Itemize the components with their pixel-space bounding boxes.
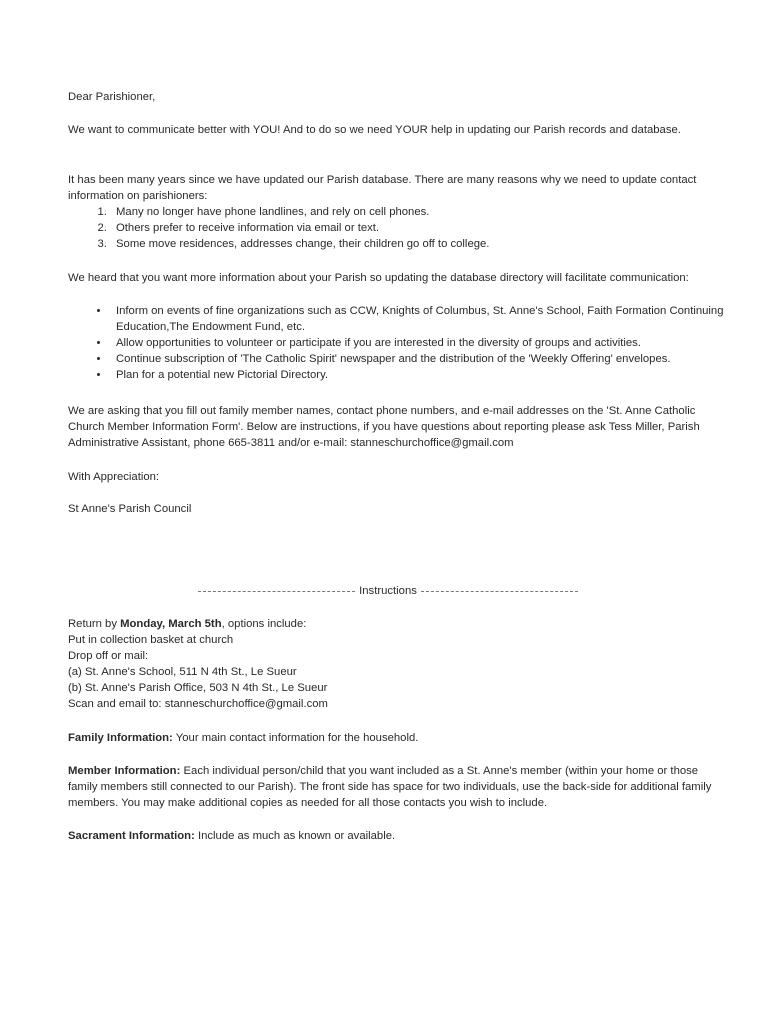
sacrament-label: Sacrament Information: <box>68 830 195 842</box>
member-label: Member Information: <box>68 765 181 777</box>
option-item: Drop off or mail: <box>68 650 149 662</box>
benefits-paragraph: We heard that you want more information about your Parish so updating the database directory will facilitate communication: <box>68 272 689 284</box>
family-info: Family Information: Your main contact information for the household. <box>68 732 419 744</box>
family-label: Family Information: <box>68 732 173 744</box>
list-item: • Plan for a potential new Pictorial Directory. <box>110 367 760 383</box>
option-item: Scan and email to: stanneschurchoffice@gmail.com <box>68 698 328 710</box>
reasons-list <box>68 204 750 252</box>
intro-paragraph: We want to communicate better with YOU! And to do so we need YOUR help in updating our Parish records and database. <box>68 124 681 136</box>
request-paragraph: We are asking that you fill out family member names, contact phone numbers, and e-mail addresses on the 'St. Anne Catholic Church Member Information Form'. Below are instructions, if you have questions about reporting please ask Tess Miller, Parish Administrative Assistant, phone 665-3811 and/or e-mail: stanneschurchoffice@gmail.com <box>68 405 700 449</box>
list-item: 1. Many no longer have phone landlines, and rely on cell phones. <box>110 204 750 220</box>
option-item: (b) St. Anne's Parish Office, 503 N 4th St., Le Sueur <box>68 682 328 694</box>
instructions-divider <box>198 583 578 599</box>
option-item: (a) St. Anne's School, 511 N 4th St., Le Sueur <box>68 666 297 678</box>
list-item: • Inform on events of fine organizations such as CCW, Knights of Columbus, St. Anne's School, Faith Formation Continuing Education,The Endowment Fund, etc. <box>110 303 760 335</box>
option-item: Put in collection basket at church <box>68 634 234 646</box>
list-item: • Continue subscription of 'The Catholic Spirit' newspaper and the distribution of the 'Weekly Offering' envelopes. <box>110 351 760 367</box>
divider-line <box>421 591 578 592</box>
list-item: 2. Others prefer to receive information via email or text. <box>110 220 750 236</box>
member-info: Member Information: Each individual person/child that you want included as a St. Anne's member (within your home or those family members still connected to our Parish). The front side has space for two individuals, use the back-side for additional family members. You may make additional copies as needed for all those contacts you wish to include. <box>68 765 712 809</box>
list-item: • Allow opportunities to volunteer or participate if you are interested in the diversity of groups and activities. <box>110 335 760 351</box>
sacrament-info: Sacrament Information: Include as much as known or available. <box>68 830 396 842</box>
divider-line <box>198 591 355 592</box>
closing: With Appreciation: <box>68 471 160 483</box>
return-line: Return by Monday, March 5th, options include: <box>68 618 307 630</box>
return-date: Monday, March 5th <box>120 618 222 630</box>
instructions-heading: Instructions <box>359 585 417 597</box>
reasons-paragraph: It has been many years since we have updated our Parish database. There are many reasons why we need to update contact information on parishioners: <box>68 174 697 202</box>
signature: St Anne's Parish Council <box>68 503 192 515</box>
return-options <box>68 616 718 712</box>
benefits-list <box>68 303 760 383</box>
list-item: 3. Some move residences, addresses change, their children go off to college. <box>110 236 750 252</box>
salutation: Dear Parishioner, <box>68 91 156 103</box>
